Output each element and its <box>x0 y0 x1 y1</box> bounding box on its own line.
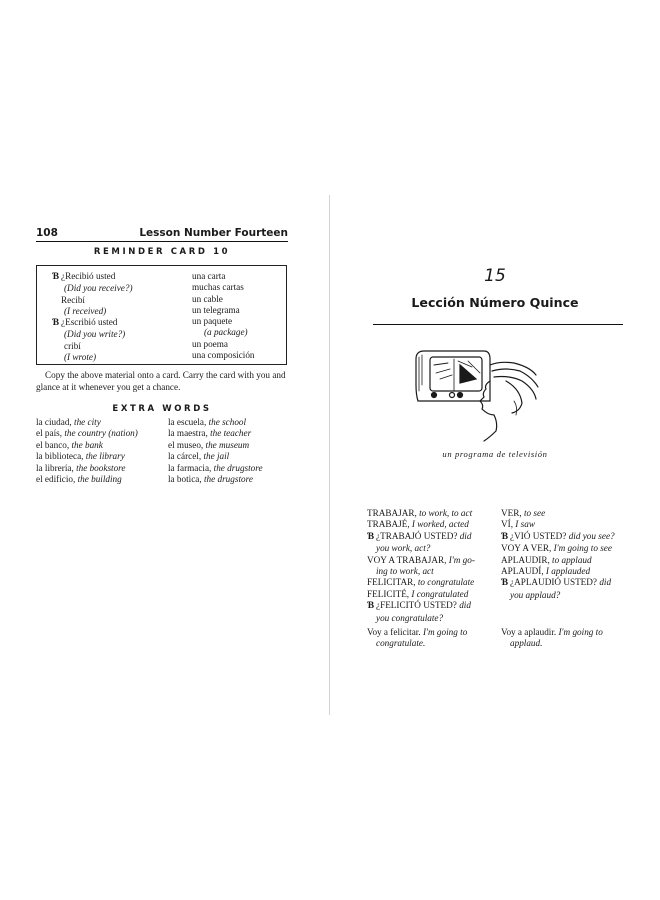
right-page <box>330 0 660 900</box>
vocab-entry-continued: you congratulate? <box>376 612 444 623</box>
reminder-phrase: Recibí <box>61 294 85 305</box>
reminder-phrase: ¿Recibió usted <box>61 271 116 281</box>
vocab-entry: TRABAJAR, to work, to act <box>367 508 473 518</box>
reminder-left-column <box>52 271 133 363</box>
word-entry: la maestra, the teacher <box>168 428 252 439</box>
vocab-entry: FELICITÉ, I congratulated <box>367 588 469 599</box>
reminder-translation: (I wrote) <box>64 352 97 363</box>
illustration-caption: un programa de televisión <box>442 449 548 459</box>
word-entry: el país, the country (nation) <box>36 428 138 439</box>
vocab-entry: Ɓ ¿FELICITÓ USTED? did <box>367 600 471 612</box>
vocab-entry: VOY A TRABAJAR, I'm go- <box>367 554 475 565</box>
vocab-entry: Ɓ ¿APLAUDIÓ USTED? did <box>501 577 612 589</box>
reminder-card-heading: REMINDER CARD 10 <box>93 247 231 257</box>
vocab-entry: APLAUDIR, to applaud <box>501 554 592 565</box>
chapter-rule <box>373 324 623 325</box>
running-head <box>36 227 288 242</box>
vocab-right-column <box>501 508 629 601</box>
vocab-entry-continued: you applaud? <box>510 589 561 600</box>
vocab-entry-continued: you work, act? <box>376 543 431 554</box>
word-entry: la botica, the drugstore <box>168 474 253 485</box>
vocab-left-column <box>367 508 495 624</box>
vocab-entry: Ɓ ¿TRABAJÓ USTED? did <box>367 530 472 542</box>
reminder-card-box <box>36 265 287 365</box>
word-entry: el edificio, the building <box>36 474 122 485</box>
word-entry: el museo, the museum <box>168 439 250 450</box>
word-entry: la librería, the bookstore <box>36 462 126 473</box>
reminder-noun-translation: (a package) <box>204 327 248 338</box>
reminder-right-column <box>192 271 255 361</box>
left-page <box>0 0 329 900</box>
reminder-noun: un cable <box>192 293 223 304</box>
extra-words-heading: EXTRA WORDS <box>112 404 212 414</box>
word-entry: el banco, the bank <box>36 439 103 450</box>
reminder-noun: un poema <box>192 338 228 349</box>
reminder-translation: (Did you write?) <box>64 329 126 340</box>
audio-mark-icon: Ɓ <box>367 601 375 612</box>
audio-mark-icon: Ɓ <box>501 531 509 542</box>
example-left: Voy a felicitar. I'm going to congratulate. <box>367 627 468 649</box>
vocab-entry: VER, to see <box>501 508 546 518</box>
reminder-translation: (Did you receive?) <box>64 283 133 294</box>
reminder-noun: una carta <box>192 271 226 281</box>
chapter-number: 15 <box>484 266 506 286</box>
word-entry: la cárcel, the jail <box>168 451 230 462</box>
running-title: Lesson Number Fourteen <box>139 227 288 239</box>
reminder-noun: muchas cartas <box>192 282 244 293</box>
word-entry: la ciudad, the city <box>36 417 101 427</box>
word-entry: la biblioteca, the library <box>36 451 125 462</box>
reminder-phrase: ¿Escribió usted <box>61 317 118 328</box>
reminder-noun: una composición <box>192 350 255 361</box>
reminder-translation: (I received) <box>64 305 107 316</box>
reminder-noun: un telegrama <box>192 304 240 315</box>
word-entry: la escuela, the school <box>168 417 247 427</box>
extra-words-right-column <box>168 417 263 485</box>
vocab-entry-continued: ing to work, act <box>376 566 434 577</box>
page-number: 108 <box>36 227 58 239</box>
instructions-paragraph: Copy the above material onto a card. Carry the card with you and glance at it whenever you get a chance. <box>36 370 286 392</box>
television-illustration-icon <box>410 345 550 445</box>
audio-mark-icon: Ɓ <box>52 272 60 282</box>
vocab-entry: VÍ, I saw <box>501 519 535 530</box>
reminder-noun: un paquete <box>192 316 233 327</box>
vocab-entry: APLAUDÍ, I applauded <box>501 566 591 577</box>
audio-mark-icon: Ɓ <box>52 318 60 329</box>
audio-mark-icon: Ɓ <box>367 531 375 542</box>
example-right: Voy a aplaudir. I'm going to applaud. <box>501 627 603 649</box>
reminder-phrase: cribí <box>64 340 81 351</box>
extra-words-left-column <box>36 417 138 485</box>
audio-mark-icon: Ɓ <box>501 578 509 589</box>
vocab-entry: Ɓ ¿VIÓ USTED? did you see? <box>501 530 615 542</box>
vocab-entry: TRABAJÉ, I worked, acted <box>367 519 469 530</box>
word-entry: la farmacia, the drugstore <box>168 462 263 473</box>
vocab-entry: FELICITAR, to congratulate <box>367 577 475 588</box>
chapter-title: Lección Número Quince <box>411 295 579 310</box>
vocab-entry: VOY A VER, I'm going to see <box>501 543 612 554</box>
